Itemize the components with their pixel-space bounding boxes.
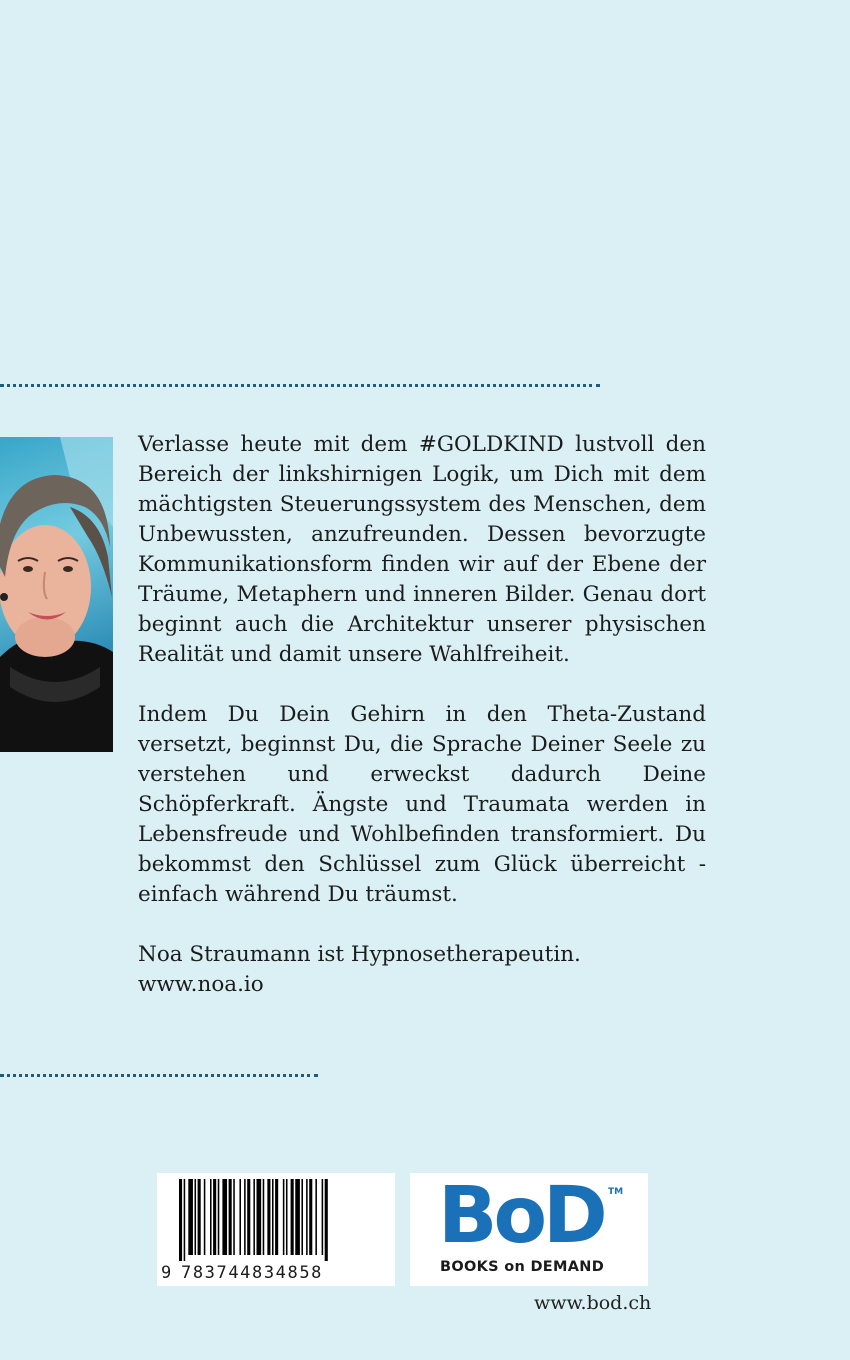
bod-tagline: BOOKS on DEMAND (440, 1259, 605, 1275)
author-photo-illustration (0, 437, 113, 752)
barcode-bar (188, 1179, 193, 1255)
barcode-bar (204, 1179, 206, 1255)
barcode-bar (286, 1179, 288, 1255)
author-description: Noa Straumann ist Hypnosetherapeutin. (138, 942, 581, 967)
author-website-link[interactable]: www.noa.io (138, 972, 264, 997)
barcode-bar (233, 1179, 235, 1255)
barcode-number: 783744834858 (181, 1263, 324, 1283)
barcode-bar (198, 1179, 201, 1255)
barcode-bar (253, 1179, 255, 1255)
barcode-bar (247, 1179, 250, 1255)
barcode-bar (218, 1179, 220, 1255)
barcode-bar (272, 1179, 274, 1255)
barcode-bar (325, 1179, 328, 1261)
barcode-bar (283, 1179, 285, 1255)
barcode-bar (263, 1179, 265, 1255)
author-portrait (0, 437, 113, 752)
barcode-bar (179, 1179, 182, 1261)
barcode-bar (222, 1179, 227, 1255)
barcode-bar (210, 1179, 212, 1255)
barcode-bar (306, 1179, 308, 1255)
publisher-website-link[interactable]: www.bod.ch (534, 1292, 652, 1314)
barcode-bar (229, 1179, 232, 1255)
barcode-first-digit: 9 (161, 1263, 172, 1283)
barcode-bar (301, 1179, 303, 1255)
barcode-bar (295, 1179, 300, 1255)
blurb-paragraph-2: Indem Du Dein Gehirn in den Theta-Zustand versetzt, beginnst Du, die Sprache Deiner Seele zu verstehen und erweckst dadurch Deine Schöpferkraft. Ängste und Traumata werden in Lebensfreude und Wohlbefinden transformiert. Du bekommst den Schlüssel zum Glück überreicht - einfach während Du träumst. (138, 702, 706, 907)
barcode-bar (309, 1179, 312, 1255)
barcode-bar (244, 1179, 246, 1255)
barcode-bar (267, 1179, 270, 1255)
barcode-bar (275, 1179, 278, 1255)
author-info (138, 940, 706, 1000)
dotted-divider-top (0, 384, 600, 387)
barcode-bar (195, 1179, 197, 1255)
barcode-bar (239, 1179, 241, 1255)
barcode-bar (322, 1179, 324, 1255)
dotted-divider-bottom (0, 1074, 318, 1077)
publisher-logo (410, 1173, 648, 1286)
barcode-bars-graphic (179, 1179, 379, 1261)
barcode-bar (184, 1179, 186, 1261)
isbn-barcode (157, 1173, 395, 1286)
barcode-bar (257, 1179, 262, 1255)
trademark-symbol: TM (608, 1187, 624, 1197)
bod-logo-mark: BoD (438, 1171, 604, 1261)
barcode-bar (315, 1179, 317, 1255)
back-cover-blurb (138, 430, 706, 1000)
blurb-paragraph-1: Verlasse heute mit dem #GOLDKIND lustvoll den Bereich der linkshirnigen Logik, um Dich mit dem mächtigsten Steuerungssystem des Menschen, dem Unbewussten, anzufreunden. Dessen bevorzugte Kommunikationsform finden wir auf der Ebene der Träume, Metaphern und inneren Bilder. Genau dort beginnt auch die Architektur unserer physischen Realität und damit unsere Wahlfreiheit. (138, 432, 706, 667)
barcode-bar (291, 1179, 294, 1255)
barcode-bar (213, 1179, 216, 1255)
